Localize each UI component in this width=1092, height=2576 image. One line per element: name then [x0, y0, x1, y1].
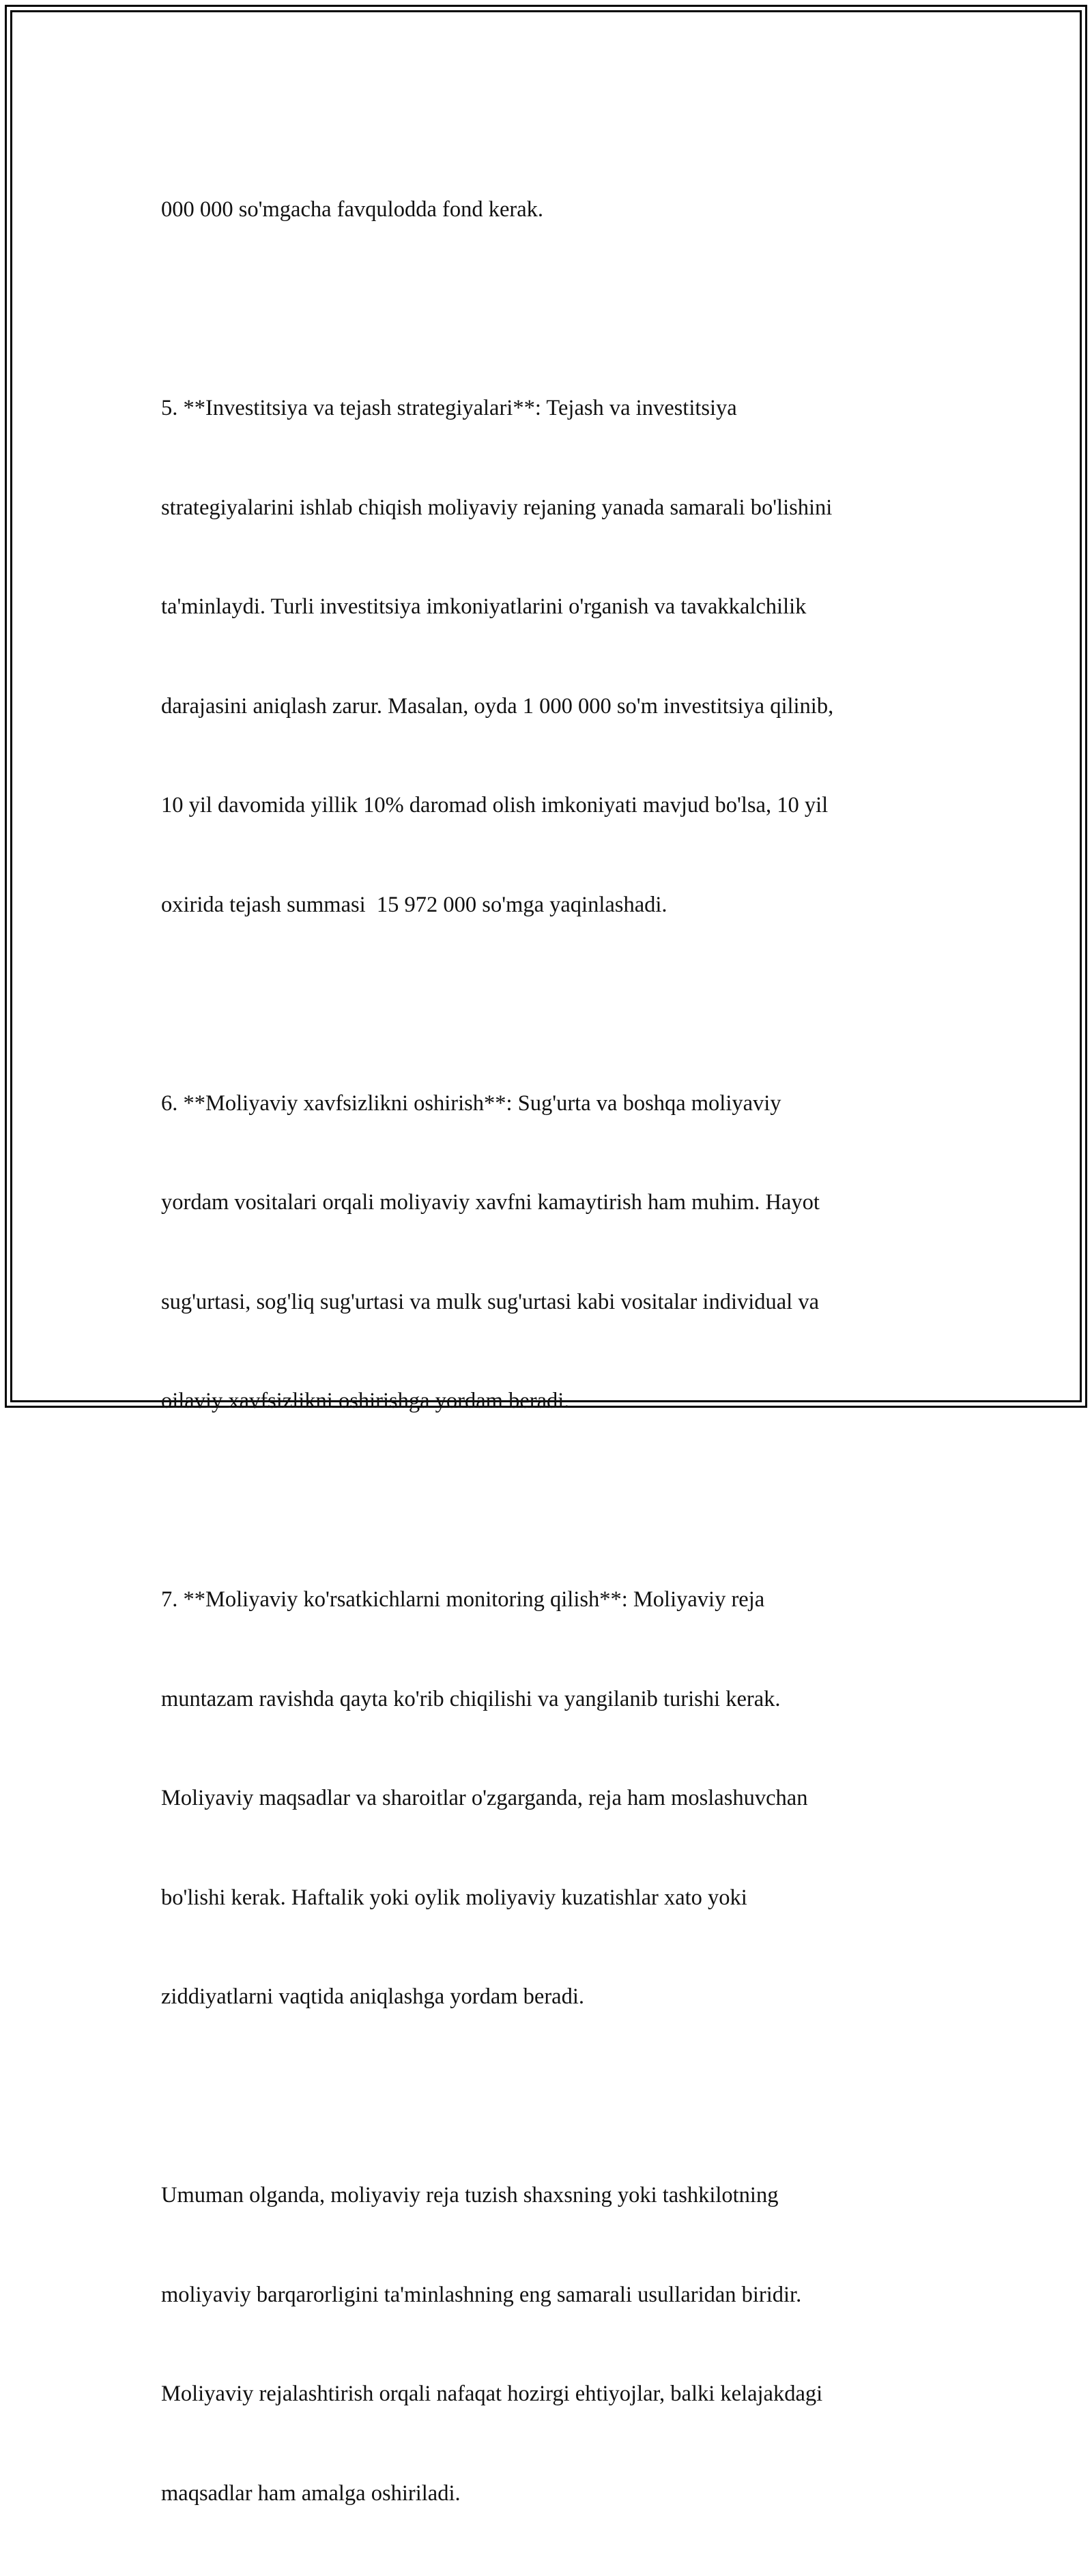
text-line: muntazam ravishda qayta ko'rib chiqilishi va yangilanib turishi kerak. [161, 1686, 781, 1711]
paragraph-conclusion [161, 2113, 932, 2576]
text-line: strategiyalarini ishlab chiqish moliyaviy rejaning yanada samarali bo'lishini [161, 495, 833, 520]
text-line: Moliyaviy rejalashtirish orqali nafaqat hozirgi ehtiyojlar, balki kelajakdagi [161, 2382, 823, 2406]
text-line: ziddiyatlarni vaqtida aniqlashga yordam beradi. [161, 1984, 584, 2009]
text-line: ta'minlaydi. Turli investitsiya imkoniyatlarini o'rganish va tavakkalchilik [161, 594, 807, 619]
document-body [161, 127, 932, 2576]
text-line: 10 yil davomida yillik 10% daromad olish imkoniyati mavjud bo'lsa, 10 yil [161, 793, 829, 817]
text-line: yordam vositalari orqali moliyaviy xavfni kamaytirish ham muhim. Hayot [161, 1190, 820, 1215]
paragraph-emergency-fund-continuation [161, 127, 932, 293]
text-line: maqsadlar ham amalga oshiriladi. [161, 2480, 461, 2506]
paragraph-item-6-security [161, 1021, 932, 1484]
text-line: oilaviy xavfsizlikni oshirishga yordam beradi. [161, 1389, 570, 1413]
text-line: oxirida tejash summasi 15 972 000 so'mga yaqinlashadi. [161, 892, 667, 917]
text-line: moliyaviy barqarorligini ta'minlashning eng samarali usullaridan biridir. [161, 2282, 802, 2307]
paragraph-item-7-monitoring [161, 1517, 932, 2080]
text-line: bo'lishi kerak. Haftalik yoki oylik moliyaviy kuzatishlar xato yoki [161, 1885, 747, 1910]
text-line: sug'urtasi, sog'liq sug'urtasi va mulk sug'urtasi kabi vositalar individual va [161, 1289, 820, 1314]
text-line: 5. **Investitsiya va tejash strategiyalari**: Tejash va investitsiya [161, 396, 737, 420]
text-line: darajasini aniqlash zarur. Masalan, oyda 1 000 000 so'm investitsiya qilinib, [161, 693, 834, 719]
text-line: Moliyaviy maqsadlar va sharoitlar o'zgarganda, reja ham moslashuvchan [161, 1786, 808, 1810]
text-line: 000 000 so'mgacha favqulodda fond kerak. [161, 197, 544, 222]
text-line: 6. **Moliyaviy xavfsizlikni oshirish**: Sug'urta va boshqa moliyaviy [161, 1090, 781, 1116]
text-line: Umuman olganda, moliyaviy reja tuzish shaxsning yoki tashkilotning [161, 2183, 779, 2208]
paragraph-item-5-investment [161, 325, 932, 987]
text-line: 7. **Moliyaviy ko'rsatkichlarni monitoring qilish**: Moliyaviy reja [161, 1587, 765, 1612]
